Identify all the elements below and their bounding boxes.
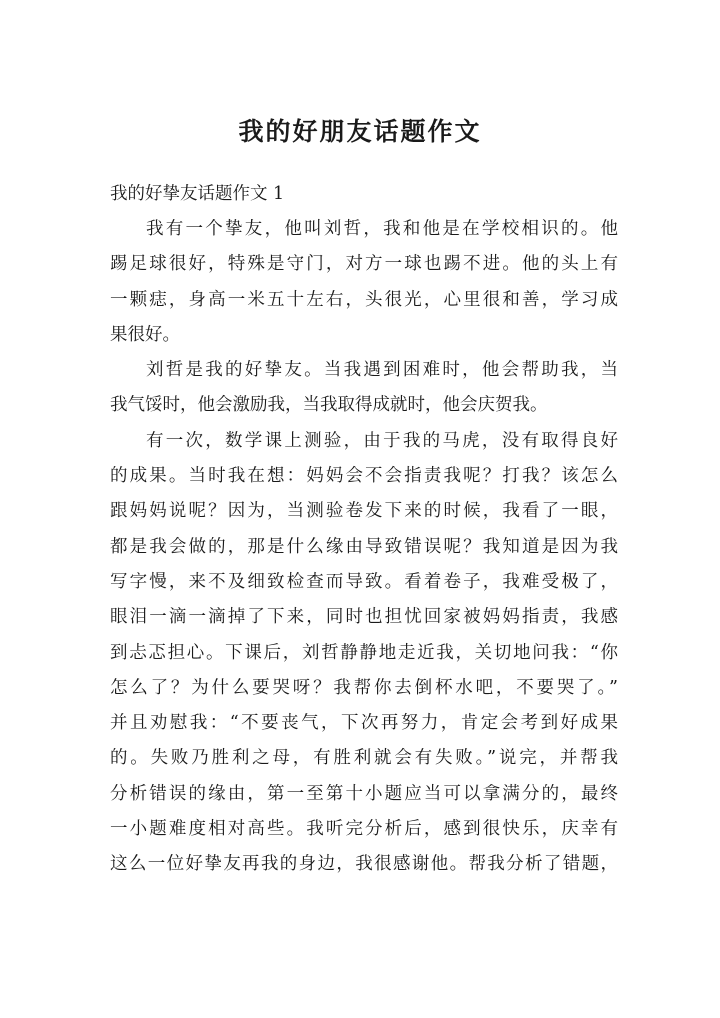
paragraph-3-line-13: 这么一位好挚友再我的身边，我很感谢他。帮我分析了错题， bbox=[110, 854, 618, 875]
paragraph-3-line-2: 的成果。当时我在想：妈妈会不会指责我呢？打我？该怎么 bbox=[110, 466, 618, 487]
paragraph-2-line-1: 刘哲是我的好挚友。当我遇到困难时，他会帮助我，当 bbox=[146, 360, 618, 381]
paragraph-3-line-8: 怎么了？为什么要哭呀？我帮你去倒杯水吧，不要哭了。” bbox=[110, 677, 618, 698]
paragraph-1-line-1: 我有一个挚友，他叫刘哲，我和他是在学校相识的。他 bbox=[146, 219, 618, 239]
section-heading: 我的好挚友话题作文 1 bbox=[110, 184, 285, 204]
document-title: 我的好朋友话题作文 bbox=[238, 117, 482, 146]
paragraph-3-line-10: 的。失败乃胜利之母，有胜利就会有失败。”说完，并帮我 bbox=[110, 748, 618, 769]
paragraph-3-line-6: 眼泪一滴一滴掉了下来，同时也担忧回家被妈妈指责，我感 bbox=[110, 607, 618, 628]
paragraph-3-line-7: 到忐忑担心。下课后，刘哲静静地走近我，关切地问我：“你 bbox=[110, 642, 618, 663]
paragraph-3-line-1: 有一次，数学课上测验，由于我的马虎，没有取得良好 bbox=[146, 430, 618, 451]
paragraph-1-line-4: 果很好。 bbox=[110, 324, 180, 345]
essay-body bbox=[110, 212, 618, 883]
paragraph-2-line-2: 我气馁时，他会激励我，当我取得成就时，他会庆贺我。 bbox=[110, 395, 548, 416]
paragraph-3-line-3: 跟妈妈说呢？因为，当测验卷发下来的时候，我看了一眼， bbox=[110, 501, 618, 522]
paragraph-1-line-3: 一颗痣，身高一米五十左右，头很光，心里很和善，学习成 bbox=[110, 289, 618, 310]
paragraph-3-line-4: 都是我会做的，那是什么缘由导致错误呢？我知道是因为我 bbox=[110, 536, 618, 557]
paragraph-3-line-5: 写字慢，来不及细致检查而导致。看着卷子，我难受极了， bbox=[110, 571, 618, 592]
paragraph-3-line-12: 一小题难度相对高些。我听完分析后，感到很快乐，庆幸有 bbox=[110, 819, 618, 840]
paragraph-3-line-11: 分析错误的缘由，第一至第十小题应当可以拿满分的，最终 bbox=[110, 783, 618, 804]
paragraph-3-line-9: 并且劝慰我：“不要丧气，下次再努力，肯定会考到好成果 bbox=[110, 713, 618, 734]
paragraph-1-line-2: 踢足球很好，特殊是守门，对方一球也踢不进。他的头上有 bbox=[110, 254, 618, 275]
